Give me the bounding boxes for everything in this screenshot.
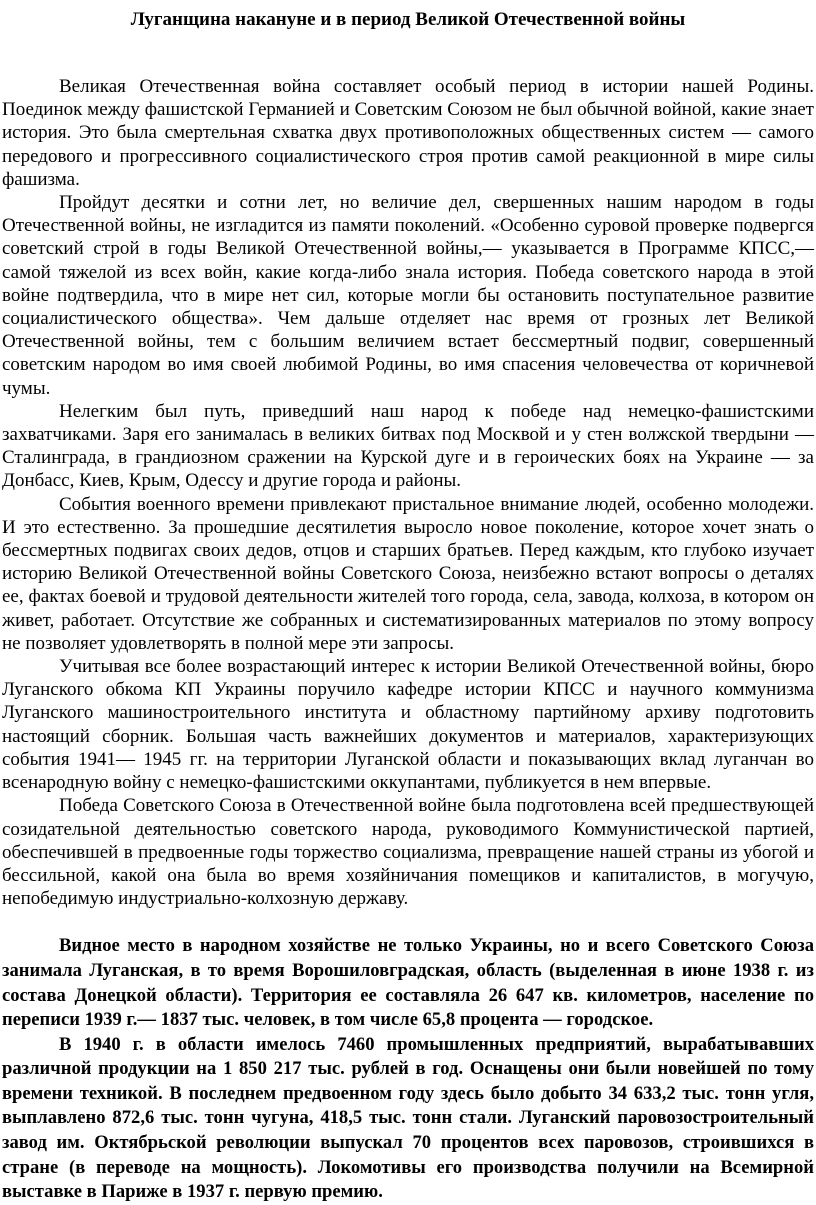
paragraph: Учитывая все более возрастающий интерес к истории Великой Отечественной войны, бюро Луганского обкома КП Украины поручило кафедре истории КПСС и научного коммунизма Луганского машиностроительного института и областному партийному архиву подготовить настоящий сборник. Большая часть важнейших документов и материалов, характеризующих события 1941— 1945 гг. на территории Луганской области и показывающих вклад луганчан во всенародную войну с немецко-фашистскими оккупантами, публикуется в нем впервые. [2, 656, 814, 794]
paragraph: Пройдут десятки и сотни лет, но величие дел, свершенных нашим народом в годы Отечественной войны, не изгладится из памяти поколений. «Особенно суровой проверке подвергся советский строй в годы Великой Отечественной войны,— указывается в Программе КПСС,— самой тяжелой из всех войн, какие когда-либо знала история. Победа советского народа в этой войне подтвердила, что в мире нет сил, которые могли бы остановить поступательное развитие социалистического общества». Чем дальше отделяет нас время от грозных лет Великой Отечественной войны, тем с большим величием встает бессмертный подвиг, совершенный советским народом во имя своей любимой Родины, во имя спасения человечества от коричневой чумы. [2, 192, 814, 399]
paragraph: Нелегким был путь, приведший наш народ к победе над немецко-фашистскими захватчиками. Заря его занималась в великих битвах под Москвой и у стен волжской твердыни — Сталинграда, в грандиозном сражении на Курской дуге и в героических боях на Украине — за Донбасс, Киев, Крым, Одессу и другие города и районы. [2, 400, 814, 492]
paragraph: Великая Отечественная война составляет особый период в истории нашей Родины. Поединок между фашистской Германией и Советским Союзом не был обычной войной, какие знает история. Это была смертельная схватка двух противоположных общественных систем — самого передового и прогрессивного социалистического строя против самой реакционной в мире силы фашизма. [2, 76, 814, 190]
bold-section [2, 934, 814, 1205]
document-body [2, 75, 814, 910]
paragraph: События военного времени привлекают пристальное внимание людей, особенно молодежи. И это естественно. За прошедшие десятилетия выросло новое поколение, которое хочет знать о бессмертных подвигах своих дедов, отцов и старших братьев. Перед каждым, кто глубоко изучает историю Великой Отечественной войны Советского Союза, неизбежно встают вопросы о деталях ее, фактах боевой и трудовой деятельности жителей того города, села, завода, колхоза, в котором он живет, работает. Отсутствие же собранных и систематизированных материалов по этому вопросу не позволяет удовлетворять в полной мере эти запросы. [2, 493, 814, 654]
bold-paragraph: В 1940 г. в области имелось 7460 промышленных предприятий, вырабатывавших различной продукции на 1 850 217 тыс. рублей в год. Оснащены они были новейшей по тому времени техникой. В последнем предвоенном году здесь было добыто 34 633,2 тыс. тонн угля, выплавлено 872,6 тыс. тонн чугуна, 418,5 тыс. тонн стали. Луганский паровозостроительный завод им. Октябрьской революции выпускал 70 процентов всех паровозов, строившихся в стране (в переводе на мощность). Локомотивы его производства получили на Всемирной выставке в Париже в 1937 г. первую премию. [2, 1033, 814, 1203]
paragraph: Победа Советского Союза в Отечественной войне была подготовлена всей предшествующей созидательной деятельностью советского народа, руководимого Коммунистической партией, обеспечившей в предвоенные годы торжество социализма, превращение нашей страны из убогой и бессильной, какой она была во время хозяйничания помещиков и капиталистов, в могучую, непобедимую индустриально-колхозную державу. [2, 795, 814, 910]
bold-paragraph: Видное место в народном хозяйстве не только Украины, но и всего Советского Союза занимала Луганская, в то время Ворошиловградская, область (выделенная в июне 1938 г. из состава Донецкой области). Территория ее составляла 26 647 кв. километров, население по переписи 1939 г.— 1837 тыс. человек, в том числе 65,8 процента — городское. [2, 935, 814, 1031]
document-title: Луганщина накануне и в период Великой Отечественной войны [130, 9, 686, 30]
section-gap [2, 910, 814, 934]
